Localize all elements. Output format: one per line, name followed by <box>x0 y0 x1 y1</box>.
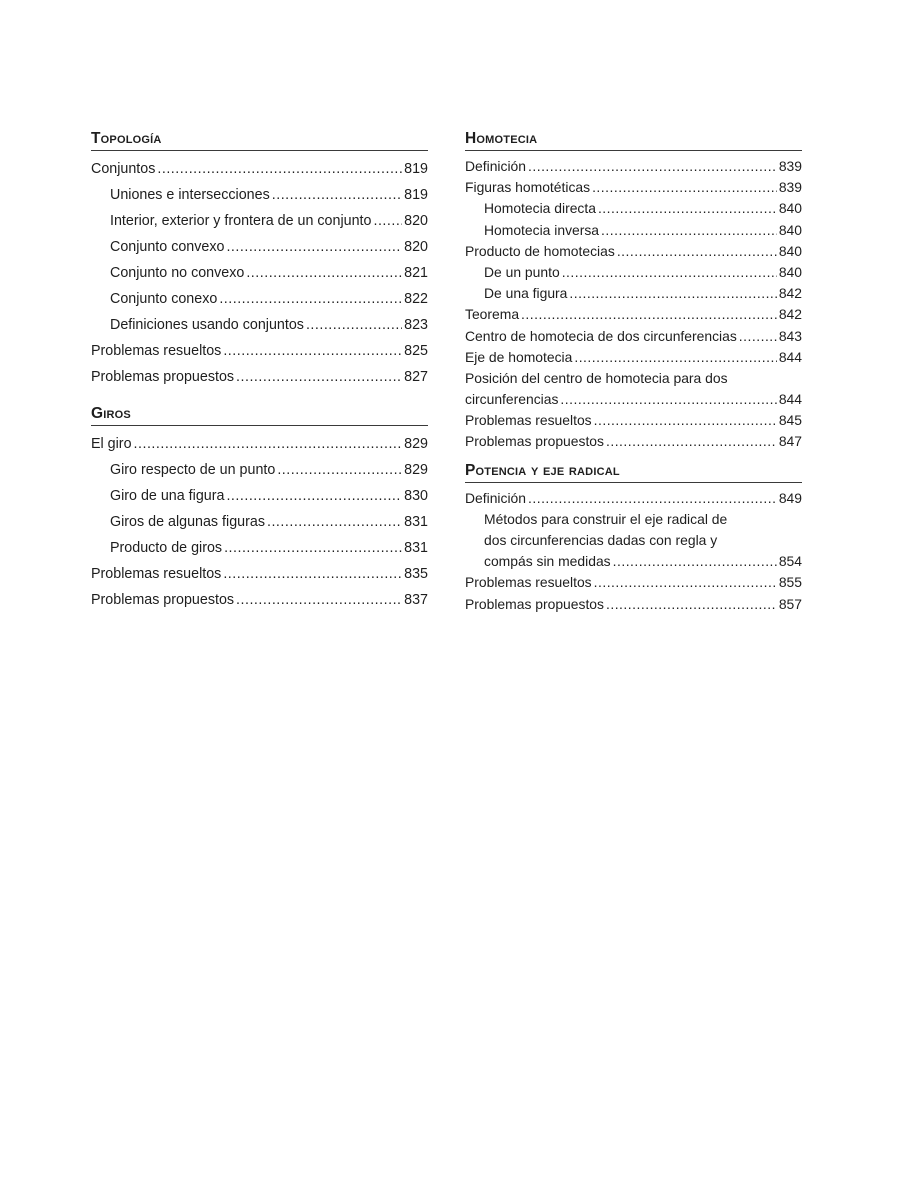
toc-entry[interactable] <box>91 590 428 616</box>
toc-section <box>465 462 802 615</box>
toc-entry-title: Interior, exterior y frontera de un conjunto <box>110 213 372 229</box>
toc-entry-page-number: 831 <box>404 514 428 530</box>
toc-entry-page-number: 820 <box>404 239 428 255</box>
dot-leader <box>739 326 777 347</box>
toc-entry-title: Problemas propuestos <box>91 369 235 385</box>
dot-leader <box>306 315 402 336</box>
toc-entry-title: Problemas resueltos <box>465 412 592 429</box>
toc-entry[interactable] <box>91 185 428 211</box>
dot-leader <box>560 389 776 410</box>
toc-entry[interactable] <box>91 512 428 538</box>
toc-entry[interactable] <box>465 389 802 410</box>
toc-entry[interactable] <box>465 198 802 219</box>
dot-leader <box>606 431 777 452</box>
toc-entry-page-number: 825 <box>404 343 428 359</box>
toc-entry-list <box>465 488 802 615</box>
dot-leader <box>594 572 777 593</box>
toc-entry[interactable] <box>465 156 802 177</box>
toc-entry-page-number: 854 <box>778 553 802 570</box>
toc-entry-list <box>465 156 802 453</box>
toc-entry-page-number: 842 <box>778 285 802 302</box>
toc-entry-title: Centro de homotecia de dos circunferencias <box>465 327 737 344</box>
toc-entry-title: circunferencias <box>465 391 559 408</box>
toc-entry-title: Problemas resueltos <box>465 574 592 591</box>
toc-entry-page-number: 840 <box>778 263 802 280</box>
toc-entry-title: Definición <box>465 158 526 174</box>
toc-entry[interactable] <box>465 262 802 283</box>
dot-leader <box>373 211 402 232</box>
toc-entry-title: Producto de homotecias <box>465 242 615 259</box>
toc-entry-page-number: 849 <box>778 489 802 506</box>
toc-entry-title: Producto de giros <box>110 540 223 556</box>
dot-leader <box>246 263 402 284</box>
toc-entry-page-number: 839 <box>778 158 802 174</box>
toc-entry-page-number: 829 <box>404 462 428 478</box>
toc-entry-list <box>91 434 428 616</box>
toc-entry-title: Eje de homotecia <box>465 348 573 365</box>
toc-entry[interactable] <box>465 304 802 325</box>
toc-section <box>465 130 802 453</box>
toc-entry-title: Giro respecto de un punto <box>110 462 276 478</box>
toc-entry[interactable] <box>465 509 802 530</box>
section-heading: Topología <box>91 130 428 151</box>
toc-entry-page-number: 831 <box>404 540 428 556</box>
toc-entry-page-number: 857 <box>778 595 802 612</box>
toc-entry-title: Posición del centro de homotecia para dos <box>465 369 728 386</box>
dot-leader <box>236 367 402 388</box>
toc-entry[interactable] <box>465 241 802 262</box>
dot-leader <box>272 185 402 206</box>
toc-entry-page-number: 855 <box>778 574 802 591</box>
toc-entry[interactable] <box>465 594 802 615</box>
toc-entry-title: Teorema <box>465 306 520 323</box>
toc-entry-page-number: 840 <box>778 242 802 259</box>
dot-leader <box>528 488 777 509</box>
toc-entry-page-number: 829 <box>404 436 428 452</box>
toc-left-column <box>91 130 428 616</box>
toc-entry-title: Problemas resueltos <box>91 343 222 359</box>
toc-entry[interactable] <box>465 530 802 551</box>
toc-entry-title: Definiciones usando conjuntos <box>110 317 304 333</box>
toc-entry[interactable] <box>91 315 428 341</box>
toc-entry-title: Homotecia directa <box>484 200 596 217</box>
toc-right-column <box>465 130 802 615</box>
toc-entry-title: Conjunto no convexo <box>110 265 245 281</box>
toc-entry-page-number: 819 <box>404 187 428 203</box>
section-heading: Giros <box>91 405 428 426</box>
toc-entry[interactable] <box>465 488 802 509</box>
toc-entry-page-number: 820 <box>404 213 428 229</box>
toc-entry-title: Giro de una figura <box>110 488 225 504</box>
toc-entry-page-number: 822 <box>404 291 428 307</box>
toc-entry-page-number: 844 <box>778 348 802 365</box>
dot-leader <box>277 460 402 481</box>
dot-leader <box>157 159 402 180</box>
toc-entry[interactable] <box>465 572 802 593</box>
section-heading: Homotecia <box>465 130 802 151</box>
toc-entry[interactable] <box>91 237 428 263</box>
dot-leader <box>134 434 403 455</box>
toc-entry-list <box>91 159 428 393</box>
toc-section <box>91 130 428 393</box>
dot-leader <box>606 594 777 615</box>
toc-entry[interactable] <box>91 263 428 289</box>
toc-entry[interactable] <box>465 283 802 304</box>
toc-entry[interactable] <box>91 434 428 460</box>
toc-entry-page-number: 839 <box>778 179 802 196</box>
dot-leader <box>226 237 402 258</box>
toc-entry-title: Figuras homotéticas <box>465 179 591 196</box>
toc-entry[interactable] <box>465 326 802 347</box>
toc-entry-page-number: 844 <box>778 391 802 408</box>
toc-entry-title: Problemas propuestos <box>465 595 604 612</box>
toc-entry-page-number: 840 <box>778 221 802 238</box>
dot-leader <box>594 410 777 431</box>
toc-entry-page-number: 827 <box>404 369 428 385</box>
toc-entry-title: Problemas propuestos <box>465 433 604 450</box>
dot-leader <box>574 347 776 368</box>
toc-entry[interactable] <box>465 177 802 198</box>
toc-entry-page-number: 847 <box>778 433 802 450</box>
toc-entry-page-number: 842 <box>778 306 802 323</box>
toc-entry[interactable] <box>91 460 428 486</box>
toc-entry-page-number: 819 <box>404 161 428 177</box>
toc-entry-title: Conjunto conexo <box>110 291 218 307</box>
toc-entry-page-number: 830 <box>404 488 428 504</box>
toc-entry-page-number: 837 <box>404 592 428 608</box>
dot-leader <box>592 177 777 198</box>
toc-entry-page-number: 843 <box>778 327 802 344</box>
toc-entry-page-number: 835 <box>404 566 428 582</box>
dot-leader <box>236 590 402 611</box>
dot-leader <box>226 486 402 507</box>
dot-leader <box>562 262 777 283</box>
dot-leader <box>613 551 777 572</box>
dot-leader <box>598 198 777 219</box>
toc-entry[interactable] <box>465 431 802 452</box>
toc-entry-title: Uniones e intersecciones <box>110 187 270 203</box>
toc-entry-title: compás sin medidas <box>484 553 611 570</box>
dot-leader <box>617 241 777 262</box>
toc-entry-page-number: 840 <box>778 200 802 217</box>
toc-entry[interactable] <box>91 486 428 512</box>
dot-leader <box>224 538 402 559</box>
section-heading: Potencia y eje radical <box>465 462 802 483</box>
toc-entry[interactable] <box>91 159 428 185</box>
toc-entry[interactable] <box>91 367 428 393</box>
dot-leader <box>528 156 777 177</box>
toc-entry[interactable] <box>91 341 428 367</box>
dot-leader <box>219 289 402 310</box>
toc-section <box>91 405 428 616</box>
toc-entry-title: Conjunto convexo <box>110 239 225 255</box>
toc-entry[interactable] <box>465 551 802 572</box>
dot-leader <box>569 283 776 304</box>
toc-entry[interactable] <box>91 211 428 237</box>
dot-leader <box>521 304 777 325</box>
toc-entry[interactable] <box>465 410 802 431</box>
toc-entry-title: De un punto <box>484 263 560 280</box>
toc-entry-title: Métodos para construir el eje radical de <box>484 510 728 527</box>
toc-entry[interactable] <box>465 347 802 368</box>
toc-entry-title: Problemas propuestos <box>91 592 235 608</box>
dot-leader <box>223 564 402 585</box>
dot-leader <box>267 512 402 533</box>
toc-entry-title: Conjuntos <box>91 161 156 177</box>
toc-entry[interactable] <box>465 220 802 241</box>
toc-entry-title: Homotecia inversa <box>484 221 600 238</box>
toc-entry[interactable] <box>91 538 428 564</box>
toc-entry-page-number: 845 <box>778 412 802 429</box>
toc-entry-page-number: 823 <box>404 317 428 333</box>
dot-leader <box>601 220 777 241</box>
toc-entry[interactable] <box>91 289 428 315</box>
toc-entry-page-number: 821 <box>404 265 428 281</box>
toc-entry[interactable] <box>465 368 802 389</box>
toc-entry-title: Giros de algunas figuras <box>110 514 265 530</box>
toc-entry-title: dos circunferencias dadas con regla y <box>484 532 718 548</box>
toc-entry[interactable] <box>91 564 428 590</box>
toc-entry-title: Problemas resueltos <box>91 566 222 582</box>
dot-leader <box>223 341 402 362</box>
toc-entry-title: De una figura <box>484 285 568 302</box>
toc-entry-title: Definición <box>465 489 526 506</box>
toc-entry-title: El giro <box>91 436 132 452</box>
